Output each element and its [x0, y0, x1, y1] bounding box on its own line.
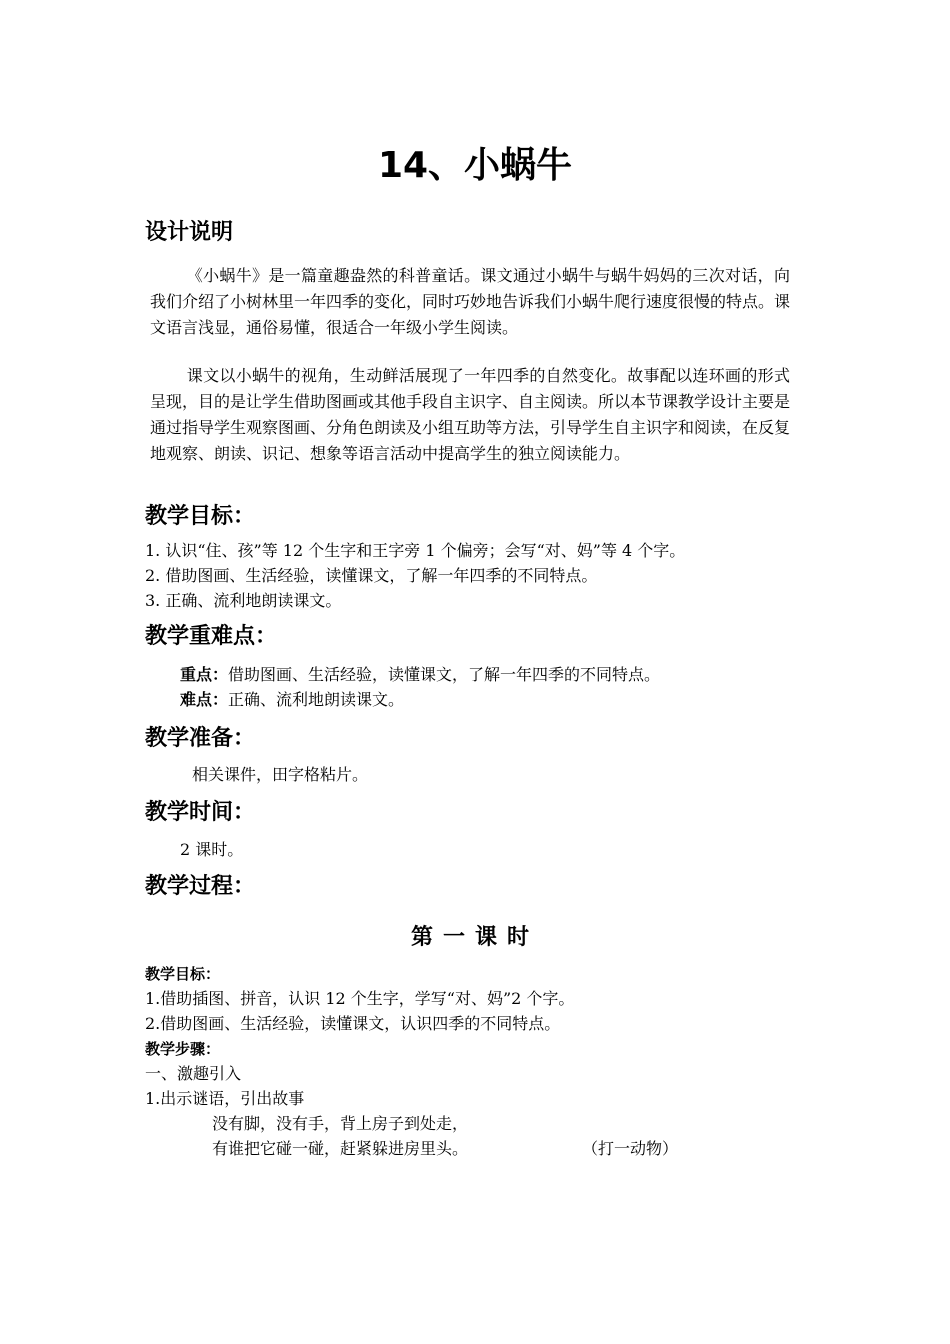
- prep-heading: 教学准备：: [145, 726, 256, 751]
- difficulty-label: 难点：: [180, 690, 229, 709]
- time-text: 2 课时。: [180, 840, 244, 859]
- goal-item-3: 3. 正确、流利地朗读课文。: [145, 591, 342, 610]
- time-heading: 教学时间：: [145, 800, 256, 825]
- difficulty-text: 正确、流利地朗读课文。: [228, 690, 405, 709]
- riddle-line-1: 没有脚，没有手，背上房子到处走，: [212, 1114, 469, 1133]
- lesson-title: 第一课时: [410, 925, 539, 950]
- key-point-line: [180, 662, 660, 687]
- step-1: 一、激趣引入: [145, 1064, 242, 1083]
- keypoints-heading: 教学重难点：: [145, 624, 278, 649]
- riddle-answer-hint: （打一动物）: [582, 1139, 679, 1158]
- prep-text: 相关课件，田字格粘片。: [192, 765, 369, 784]
- riddle-line-2: 有谁把它碰一碰，赶紧躲进房里头。: [212, 1139, 469, 1158]
- difficulty-line: [180, 687, 404, 712]
- design-heading: 设计说明: [145, 220, 234, 245]
- step-1-1: 1.出示谜语，引出故事: [145, 1089, 305, 1108]
- goals-heading: 教学目标：: [145, 504, 256, 529]
- key-point-label: 重点：: [180, 665, 229, 684]
- lesson-steps-heading: 教学步骤：: [145, 1040, 221, 1058]
- lesson-goal-1: 1.借助插图、拼音，认识 12 个生字，学写“对、妈”2 个字。: [145, 989, 575, 1008]
- key-point-text: 借助图画、生活经验，读懂课文，了解一年四季的不同特点。: [228, 665, 661, 684]
- goal-item-2: 2. 借助图画、生活经验，读懂课文，了解一年四季的不同特点。: [145, 566, 598, 585]
- design-paragraph-2: 课文以小蜗牛的视角，生动鲜活展现了一年四季的自然变化。故事配以连环画的形式呈现，目的是让学生借助图画或其他手段自主识字、自主阅读。所以本节课教学设计主要是通过指导学生观察图画、分角色朗读及小组互助等方法，引导学生自主识字和阅读，在反复地观察、朗读、识记、想象等语言活动中提高学生的独立阅读能力。: [150, 366, 791, 463]
- lesson-goals-heading: 教学目标：: [145, 965, 221, 983]
- goal-item-1: 1. 认识“住、孩”等 12 个生字和王字旁 1 个偏旁；会写“对、妈”等 4 个字。: [145, 541, 686, 560]
- document-title: 14、小蜗牛: [377, 145, 573, 186]
- lesson-goal-2: 2.借助图画、生活经验，读懂课文，认识四季的不同特点。: [145, 1014, 561, 1033]
- design-paragraph-1: 《小蜗牛》是一篇童趣盎然的科普童话。课文通过小蜗牛与蜗牛妈妈的三次对话，向我们介绍了小树林里一年四季的变化，同时巧妙地告诉我们小蜗牛爬行速度很慢的特点。课文语言浅显，通俗易懂，很适合一年级小学生阅读。: [150, 266, 791, 337]
- process-heading: 教学过程：: [145, 874, 256, 899]
